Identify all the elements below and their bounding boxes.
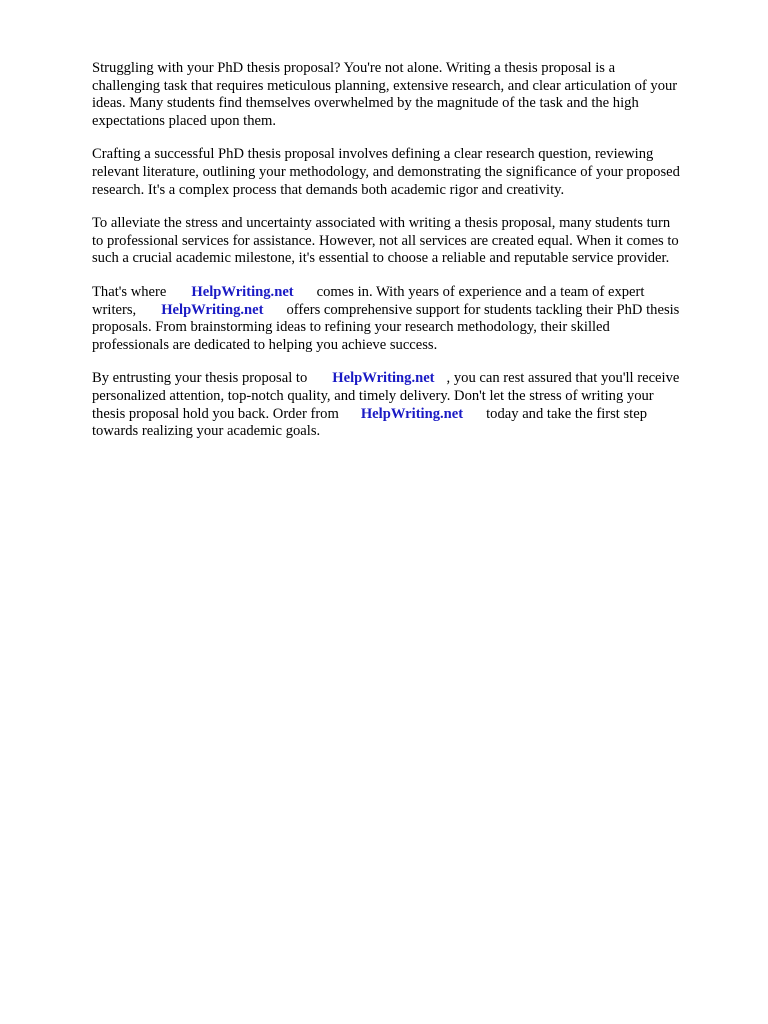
paragraph-intro — [92, 60, 732, 130]
text-line: Crafting a successful PhD thesis proposal involves defining a clear research question, reviewing — [92, 146, 654, 163]
text-line: challenging task that requires meticulous planning, extensive research, and clear articulation of your — [92, 77, 678, 94]
text-line: To alleviate the stress and uncertainty associated with writing a thesis proposal, many students turn — [92, 215, 671, 232]
text-line: professionals are dedicated to helping you achieve success. — [92, 336, 438, 353]
text-segment: today and take the first step — [486, 405, 648, 422]
helpwriting-link[interactable]: HelpWriting.net — [360, 405, 464, 422]
paragraph-crafting — [92, 146, 732, 199]
text-line — [92, 284, 732, 302]
text-line: to professional services for assistance. However, not all services are created equal. When it comes to — [92, 232, 679, 249]
text-line: relevant literature, outlining your methodology, and demonstrating the significance of your proposed — [92, 163, 680, 180]
text-line: towards realizing your academic goals. — [92, 423, 321, 440]
helpwriting-link[interactable]: HelpWriting.net — [191, 283, 294, 300]
text-segment: , you can rest assured that you'll receive — [446, 370, 680, 387]
text-line — [92, 370, 732, 388]
text-line: ideas. Many students find themselves overwhelmed by the magnitude of the task and the high — [92, 95, 639, 112]
paragraph-entrusting — [92, 370, 732, 440]
text-segment: offers comprehensive support for students tackling their PhD thesis — [286, 301, 680, 318]
helpwriting-link[interactable]: HelpWriting.net — [161, 301, 264, 318]
paragraph-thats-where — [92, 284, 732, 354]
document-body — [92, 60, 732, 457]
text-segment: thesis proposal hold you back. Order from — [92, 405, 339, 422]
text-line: proposals. From brainstorming ideas to refining your research methodology, their skilled — [92, 319, 610, 336]
text-line: such a crucial academic milestone, it's essential to choose a reliable and reputable service provider. — [92, 250, 670, 267]
text-segment: By entrusting your thesis proposal to — [92, 370, 308, 387]
text-segment: writers, — [92, 301, 137, 318]
text-line: research. It's a complex process that demands both academic rigor and creativity. — [92, 181, 565, 198]
paragraph-alleviate — [92, 215, 732, 268]
text-segment: comes in. With years of experience and a team of expert — [316, 283, 645, 300]
text-line: personalized attention, top-notch quality, and timely delivery. Don't let the stress of writing your — [92, 387, 654, 404]
text-line: expectations placed upon them. — [92, 112, 276, 129]
text-segment: That's where — [92, 283, 167, 300]
text-line: Struggling with your PhD thesis proposal? You're not alone. Writing a thesis proposal is a — [92, 60, 616, 76]
text-line — [92, 406, 732, 424]
text-line — [92, 302, 732, 320]
helpwriting-link[interactable]: HelpWriting.net — [332, 370, 435, 387]
